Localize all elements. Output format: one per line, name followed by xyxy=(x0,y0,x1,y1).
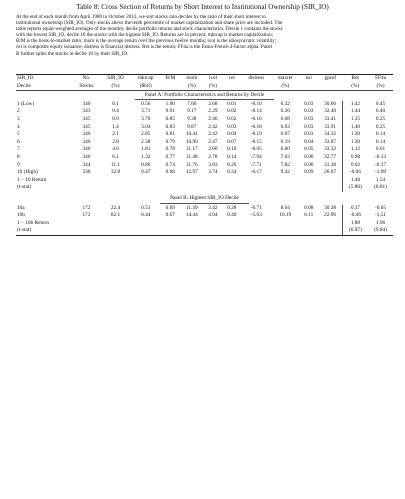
table-cell: -5.63 xyxy=(250,212,262,219)
table-cell: 4.0 xyxy=(112,146,119,153)
table-cell: 12.97 xyxy=(185,169,198,176)
table-cell: 9.17 xyxy=(187,108,197,115)
table-cell: 0.10 xyxy=(227,146,237,153)
table-cell xyxy=(100,184,131,192)
table-cell xyxy=(222,220,241,228)
table-cell: 0.74 xyxy=(165,161,175,168)
column-header: FF4a xyxy=(368,75,393,83)
column-header: Ret xyxy=(342,75,368,83)
table-cell: 31.38 xyxy=(324,161,336,168)
table-cell: 6.26 xyxy=(280,108,290,115)
table-cell: 172 xyxy=(82,204,91,211)
table-row xyxy=(16,220,393,228)
table-cell: 26.67 xyxy=(324,169,336,176)
table-cell: 1.54 xyxy=(375,176,386,183)
table-cell: 0.40 xyxy=(227,212,237,219)
table-cell xyxy=(318,177,342,185)
table-cell: -7.94 xyxy=(250,153,262,160)
table-cell xyxy=(203,220,222,228)
table-cell: 3.71 xyxy=(141,108,151,115)
row-label: 7 xyxy=(17,146,20,153)
table-cell xyxy=(131,184,160,192)
table-row xyxy=(16,169,393,177)
table-cell xyxy=(160,220,180,228)
table-cell xyxy=(203,184,222,192)
table-cell: 4.04 xyxy=(208,212,218,219)
table-cell: 6.08 xyxy=(280,115,290,122)
table-cell: 0.86 xyxy=(141,161,151,168)
table-cell xyxy=(299,184,318,192)
table-cell: 2.8 xyxy=(112,138,119,145)
table-cell: 2.42 xyxy=(208,131,218,138)
table-row xyxy=(16,162,393,170)
table-cell xyxy=(100,177,131,185)
table-cell: 3.42 xyxy=(208,204,218,211)
table-cell: -8.10 xyxy=(250,100,262,107)
table-cell: 0.04 xyxy=(227,131,237,138)
description-line: institutional ownership (SIR_IO). Only stocks above the tenth percentile of market capitalization and share price are included. The xyxy=(16,20,283,27)
table-cell: -0.65 xyxy=(375,204,387,211)
table-cell: 172 xyxy=(82,212,91,219)
table-cell: 1.48 xyxy=(342,177,368,185)
table-cell: -6.71 xyxy=(250,204,262,211)
table-cell xyxy=(160,177,180,185)
table-cell: 0.02 xyxy=(227,115,237,122)
table-cell: 3.03 xyxy=(208,161,218,168)
table-cell: 0.06 xyxy=(304,161,314,168)
row-label: 10a xyxy=(17,204,25,211)
row-label: 1 − 10b Return xyxy=(17,219,49,226)
table-row xyxy=(16,116,393,124)
table-row xyxy=(16,146,393,154)
table-cell: 30.66 xyxy=(324,100,336,107)
column-header: (%) xyxy=(203,83,222,91)
table-row xyxy=(16,212,393,220)
table-cell: -0.06 xyxy=(342,169,368,177)
table-cell: 7.82 xyxy=(280,161,290,168)
table-cell: 0.01 xyxy=(227,100,237,107)
table-cell xyxy=(318,184,342,192)
description-line: with the lowest SIR_IO, decile 10 the stocks with the highest SIR_IO. Returns are in percent; mktcap is market capitalization; xyxy=(16,32,274,39)
table-cell: 0.77 xyxy=(165,153,175,160)
table-cell: 82.1 xyxy=(110,212,121,219)
table-cell: 6.32 xyxy=(280,100,290,107)
table-cell: 0.09 xyxy=(304,169,314,176)
table-cell: 2.42 xyxy=(208,123,218,130)
table-description xyxy=(16,14,396,57)
panel-title: Panel B: Highest SIR_IO Decile xyxy=(160,195,249,204)
table-cell: 0.03 xyxy=(304,100,314,107)
table-row xyxy=(16,131,393,139)
table-cell xyxy=(180,184,203,192)
table-cell: 0.56 xyxy=(141,100,151,107)
table-cell: 11.39 xyxy=(185,204,198,211)
column-header: (%) xyxy=(100,83,131,91)
row-label: (t-stat) xyxy=(16,227,73,235)
table-cell xyxy=(318,220,342,228)
table-cell: -1.51 xyxy=(375,212,387,219)
table-cell: 3.74 xyxy=(208,169,218,176)
column-header xyxy=(241,83,271,91)
table-cell xyxy=(180,220,203,228)
table-cell xyxy=(131,227,160,235)
table-cell: 2.47 xyxy=(208,138,218,145)
table-cell xyxy=(299,177,318,185)
table-cell: 1.00 xyxy=(165,100,175,107)
row-label: (t-stat) xyxy=(17,184,32,191)
row-label: 1 (Low) xyxy=(17,100,35,107)
table-row xyxy=(16,205,393,213)
table-cell xyxy=(241,227,271,235)
table-cell: 0.03 xyxy=(304,123,314,130)
table-cell: 2.38 xyxy=(141,138,151,145)
table-cell: 0.14 xyxy=(375,138,386,145)
table-cell: 0.37 xyxy=(342,205,368,213)
table-cell: 1.30 xyxy=(342,131,368,139)
results-table xyxy=(16,74,393,236)
table-row xyxy=(16,108,393,116)
description-line: B/M is the book-to-market ratio; mom is the average return over the previous twelve months; ivol is the idiosyncratic volatility; xyxy=(16,38,277,45)
row-label: 3 xyxy=(17,115,20,122)
table-cell: 0.34 xyxy=(227,169,237,176)
description-line: cei is composite equity issuance; distress is financial distress. Ret is the return; FF4a is the Fama-French 4-factor alpha. Panel xyxy=(16,44,273,51)
table-cell xyxy=(299,227,318,235)
table-cell: 2.60 xyxy=(208,146,218,153)
table-cell: 1.42 xyxy=(342,101,368,109)
column-header xyxy=(222,83,241,91)
row-label: 8 xyxy=(17,153,20,160)
table-cell: 11.76 xyxy=(185,161,198,168)
table-row xyxy=(16,101,393,109)
table-cell: 0.20 xyxy=(227,161,237,168)
table-cell: 0.02 xyxy=(227,108,237,115)
table-cell: 0.14 xyxy=(227,153,237,160)
table-cell: -8.16 xyxy=(250,115,262,122)
table-cell: 22.4 xyxy=(110,204,121,211)
table-cell: 0.44 xyxy=(141,212,151,219)
table-cell: 340 xyxy=(82,100,91,107)
table-row xyxy=(16,177,393,185)
table-cell: 0.11 xyxy=(304,212,314,219)
column-header: mom xyxy=(180,75,203,83)
table-cell: -8.19 xyxy=(250,131,262,138)
table-cell: 6.03 xyxy=(280,123,290,130)
table-cell xyxy=(241,220,271,228)
table-cell: 346 xyxy=(82,146,91,153)
description-line: At the end of each month from April 1980 to October 2012, we sort stocks into deciles by the ratio of their short interest to xyxy=(16,14,266,20)
table-cell: 1.81 xyxy=(141,146,151,153)
table-cell: -0.13 xyxy=(375,153,387,160)
table-cell: -0.46 xyxy=(342,212,368,220)
table-cell: 0.07 xyxy=(227,138,237,145)
column-header: ivol xyxy=(203,75,222,83)
row-label: 9 xyxy=(17,161,20,168)
column-header: maxret xyxy=(271,75,299,83)
table-cell: 0.03 xyxy=(304,131,314,138)
column-header: mktcap xyxy=(131,75,160,83)
table-cell: 2.46 xyxy=(208,115,218,122)
column-header: distress xyxy=(241,75,271,83)
table-cell xyxy=(203,177,222,185)
table-cell: 0.04 xyxy=(304,138,314,145)
table-cell: 0.06 xyxy=(304,153,314,160)
table-cell xyxy=(73,227,100,235)
row-label: 6 xyxy=(17,138,20,145)
row-label: 4 xyxy=(17,123,20,130)
table-cell: 0.03 xyxy=(304,108,314,115)
column-header: cei xyxy=(222,75,241,83)
column-header xyxy=(160,83,180,91)
table-cell: 0.25 xyxy=(375,123,386,130)
table-cell: (8.81) xyxy=(374,184,387,191)
table-cell xyxy=(180,177,203,185)
table-cell: 1.12 xyxy=(342,146,368,154)
table-cell xyxy=(271,227,299,235)
description-line: B further splits the stocks in decile 10 by their SIR_IO. xyxy=(16,50,129,57)
table-cell: 11.48 xyxy=(185,153,198,160)
table-cell: 345 xyxy=(82,115,91,122)
table-cell: 0.47 xyxy=(141,169,151,176)
column-header: ($bil) xyxy=(131,83,160,91)
table-cell: 0.91 xyxy=(165,108,175,115)
table-cell: 0.85 xyxy=(165,115,175,122)
table-cell: 1.44 xyxy=(342,108,368,116)
column-header: (%) xyxy=(180,83,203,91)
table-cell: 2.85 xyxy=(141,131,151,138)
table-cell xyxy=(131,177,160,185)
table-cell: -8.14 xyxy=(250,108,262,115)
table-cell: 33.32 xyxy=(324,146,336,153)
table-cell: -8.05 xyxy=(250,146,262,153)
table-cell: 343 xyxy=(82,108,91,115)
table-cell xyxy=(131,220,160,228)
table-cell: 2.68 xyxy=(208,100,218,107)
table-cell: 1.30 xyxy=(342,139,368,147)
table-cell: 6.07 xyxy=(280,131,290,138)
table-cell xyxy=(241,177,271,185)
table-cell: 346 xyxy=(82,153,91,160)
table-cell: 1.88 xyxy=(342,220,368,228)
table-cell xyxy=(180,227,203,235)
table-cell: 0.69 xyxy=(165,204,175,211)
table-cell: 0.08 xyxy=(304,204,314,211)
table-row xyxy=(16,227,393,235)
table-cell: 2.1 xyxy=(112,131,119,138)
table-cell xyxy=(222,184,241,192)
table-cell: 33.41 xyxy=(324,115,336,122)
table-cell: 9.42 xyxy=(280,169,290,176)
table-cell xyxy=(271,220,299,228)
column-header: (%) xyxy=(342,83,368,91)
table-cell xyxy=(299,220,318,228)
column-header: SIR_IO xyxy=(16,75,73,83)
column-header: (%) xyxy=(271,83,299,91)
column-header: No. xyxy=(73,75,100,83)
table-cell: 9.87 xyxy=(187,123,197,130)
table-cell: 11.17 xyxy=(185,146,198,153)
column-header: (%) xyxy=(368,83,393,91)
panel-a-title-row xyxy=(16,91,393,101)
table-cell xyxy=(271,177,299,185)
table-cell: 0.25 xyxy=(375,115,386,122)
table-cell: 0.01 xyxy=(375,146,386,153)
table-caption: Table 8: Cross Section of Returns by Short Interest to Institutional Ownership (SIR_IO) xyxy=(76,3,329,11)
column-header: nsi xyxy=(299,75,318,83)
table-cell: 0.4 xyxy=(112,108,119,115)
table-cell: 344 xyxy=(82,161,91,168)
table-cell: 2.29 xyxy=(208,108,218,115)
table-cell xyxy=(100,227,131,235)
table-cell: -6.17 xyxy=(250,169,262,176)
table-cell xyxy=(160,227,180,235)
table-cell xyxy=(318,227,342,235)
table-cell: 0.9 xyxy=(112,115,119,122)
table-cell: 34.32 xyxy=(324,131,336,138)
table-cell: 345 xyxy=(82,123,91,130)
table-cell: 32.8 xyxy=(110,169,121,176)
table-cell xyxy=(222,227,241,235)
table-cell: 33.87 xyxy=(324,138,336,145)
column-header xyxy=(318,83,342,91)
table-cell: 346 xyxy=(82,131,91,138)
table-cell: 22.96 xyxy=(324,212,336,219)
table-cell xyxy=(73,177,100,185)
column-header: gprof xyxy=(318,75,342,83)
column-header: B/M xyxy=(160,75,180,83)
table-cell: 8.64 xyxy=(280,204,290,211)
table-cell: 3.70 xyxy=(141,115,151,122)
row-label: 2 xyxy=(17,108,20,115)
table-cell xyxy=(73,184,100,192)
table-cell: 32.77 xyxy=(324,153,336,160)
table-cell: 1.4 xyxy=(112,123,119,130)
table-cell: 0.40 xyxy=(375,108,386,115)
table-cell: 0.03 xyxy=(304,115,314,122)
table-cell xyxy=(73,220,100,228)
table-cell: -8.15 xyxy=(250,138,262,145)
table-cell: 7.03 xyxy=(280,153,290,160)
table-cell: 0.03 xyxy=(227,123,237,130)
table-cell: 0.98 xyxy=(342,154,368,162)
description-line: table reports equal-weighted averages of the monthly decile portfolio returns and stock characteristics. Decile 1 contains the stocks xyxy=(16,26,283,33)
column-header xyxy=(299,83,318,91)
table-cell: 0.83 xyxy=(165,123,175,130)
table-cell: 346 xyxy=(82,138,91,145)
column-header: SIR_IO xyxy=(100,75,131,83)
table-cell: 6.19 xyxy=(280,138,290,145)
table-cell xyxy=(241,184,271,192)
table-cell: 0.62 xyxy=(342,162,368,170)
table-cell: -7.71 xyxy=(250,161,262,168)
table-row xyxy=(16,139,393,147)
table-cell: 338 xyxy=(82,169,91,176)
table-cell: 32.48 xyxy=(324,108,336,115)
table-cell: 0.79 xyxy=(165,138,175,145)
table-cell: (6.97) xyxy=(342,227,368,235)
header-row-2 xyxy=(16,83,393,91)
table-cell: 1.40 xyxy=(342,124,368,132)
table-cell: 1.32 xyxy=(141,153,151,160)
table-row xyxy=(16,154,393,162)
table-cell: (9.84) xyxy=(368,227,393,235)
table-cell: 10.19 xyxy=(279,212,292,219)
table-cell: 0.81 xyxy=(165,131,175,138)
row-label: 10 (High) xyxy=(17,169,38,176)
row-label: 5 xyxy=(17,131,20,138)
table-cell: 3.04 xyxy=(141,123,151,130)
table-cell: -0.37 xyxy=(375,161,387,168)
column-header: Decile xyxy=(16,83,73,91)
table-cell: 0.68 xyxy=(165,169,175,176)
table-cell: 0.28 xyxy=(227,204,237,211)
table-cell xyxy=(222,177,241,185)
table-cell: 0.05 xyxy=(304,146,314,153)
table-cell: 0.67 xyxy=(165,212,175,219)
table-cell xyxy=(160,184,180,192)
table-cell: 6.1 xyxy=(112,153,119,160)
table-cell: 14.44 xyxy=(185,212,198,219)
header-row-1 xyxy=(16,75,393,83)
table-cell: 10.90 xyxy=(185,138,198,145)
table-cell: -1.09 xyxy=(375,169,387,176)
row-label: 10b xyxy=(17,212,25,219)
table-cell: 0.51 xyxy=(141,204,151,211)
column-header: Stocks xyxy=(73,83,100,91)
table-row xyxy=(16,184,393,192)
table-cell: 0.45 xyxy=(375,100,386,107)
table-cell: 2.78 xyxy=(208,153,218,160)
panel-title: Panel A: Portfolio Characteristics and Returns by Decile xyxy=(135,92,275,101)
table-cell: 33.91 xyxy=(324,123,336,130)
table-cell: 9.38 xyxy=(187,115,197,122)
table-cell: 0.78 xyxy=(165,146,175,153)
table-cell: 0.14 xyxy=(375,131,386,138)
table-cell: (5.80) xyxy=(342,184,368,192)
row-label: 1 − 10 Return xyxy=(17,176,47,183)
table-cell: 30.38 xyxy=(324,204,336,211)
table-row xyxy=(16,124,393,132)
table-cell: 7.66 xyxy=(187,100,197,107)
table-cell: 1.96 xyxy=(375,219,386,226)
table-cell xyxy=(100,220,131,228)
panel-b-title-row xyxy=(16,195,393,205)
table-cell xyxy=(203,227,222,235)
table-cell: 1.35 xyxy=(342,116,368,124)
table-cell: 11.1 xyxy=(110,161,121,168)
table-cell: -8.18 xyxy=(250,123,262,130)
table-cell: 10.41 xyxy=(185,131,198,138)
table-cell xyxy=(271,184,299,192)
table-cell: 0.1 xyxy=(112,100,119,107)
table-cell: 6.60 xyxy=(280,146,290,153)
